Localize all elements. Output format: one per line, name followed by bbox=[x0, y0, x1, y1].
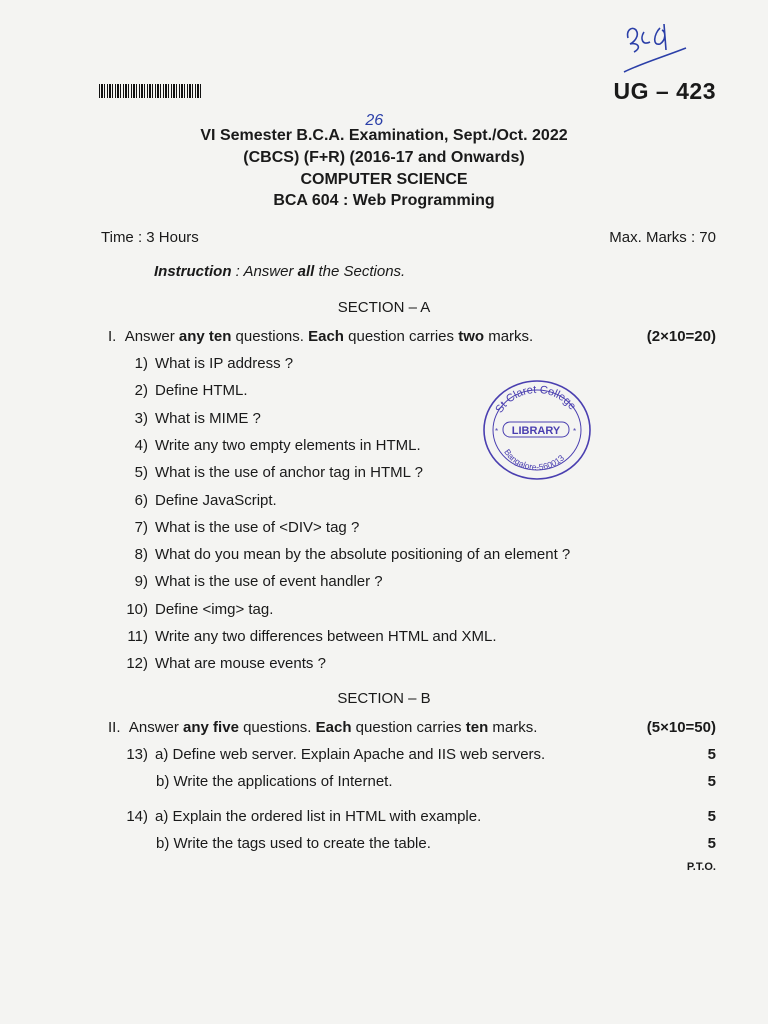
question-number: 3) bbox=[134, 409, 148, 427]
barcode bbox=[99, 84, 201, 98]
question-13-b-marks: 5 bbox=[707, 773, 716, 790]
section-a-title: SECTION – A bbox=[337, 299, 431, 316]
question-text: Define <img> tag. bbox=[155, 600, 274, 618]
instruction: Instruction : Answer all the Sections. bbox=[154, 263, 406, 280]
question-text: What is the use of anchor tag in HTML ? bbox=[155, 464, 423, 482]
svg-text:*: * bbox=[573, 427, 577, 436]
question-number: 7) bbox=[134, 518, 148, 536]
question-item bbox=[100, 355, 293, 372]
question-number: 4) bbox=[134, 436, 148, 454]
question-item bbox=[100, 573, 383, 590]
question-number: 2) bbox=[134, 382, 148, 400]
section-b-marks: (5×10=50) bbox=[646, 719, 716, 736]
question-item bbox=[100, 628, 497, 645]
heading-line-4: BCA 604 : Web Programming bbox=[273, 192, 495, 209]
question-text: Define HTML. bbox=[155, 382, 248, 400]
question-14-a-marks: 5 bbox=[707, 808, 716, 825]
max-marks-label: Max. Marks : 70 bbox=[609, 229, 716, 246]
stamp-top-text: St Claret College bbox=[493, 383, 579, 416]
question-text: What is the use of event handler ? bbox=[155, 573, 383, 591]
svg-text:*: * bbox=[495, 427, 499, 436]
section-a-marks: (2×10=20) bbox=[646, 328, 716, 345]
pto-label: P.T.O. bbox=[686, 861, 716, 873]
question-13-b: b) Write the applications of Internet. bbox=[156, 773, 393, 790]
question-item bbox=[100, 382, 248, 399]
stamp-center-text: LIBRARY bbox=[511, 425, 561, 437]
question-text: Write any two differences between HTML and XML. bbox=[155, 628, 497, 645]
question-14-a: 14) a) Explain the ordered list in HTML with example. bbox=[126, 808, 482, 825]
question-item bbox=[100, 492, 277, 509]
question-number: 10) bbox=[126, 600, 148, 618]
question-item bbox=[100, 655, 326, 672]
question-text: Write any two empty elements in HTML. bbox=[155, 436, 421, 454]
question-13-a-marks: 5 bbox=[707, 746, 716, 763]
question-item bbox=[100, 437, 421, 454]
heading-line-3: COMPUTER SCIENCE bbox=[300, 171, 468, 188]
question-text: Define JavaScript. bbox=[155, 491, 277, 509]
question-number: 8) bbox=[134, 546, 148, 564]
question-item bbox=[100, 546, 570, 563]
question-text: What is the use of <DIV> tag ? bbox=[155, 518, 360, 536]
svg-text:Bangalore-560013 bbox=[502, 447, 566, 472]
question-text: What do you mean by the absolute positioning of an element ? bbox=[155, 546, 571, 564]
question-number: 6) bbox=[134, 491, 148, 509]
question-number: 1) bbox=[134, 355, 148, 372]
question-text: What are mouse events ? bbox=[155, 655, 326, 673]
heading-line-2: (CBCS) (F+R) (2016-17 and Onwards) bbox=[243, 149, 525, 166]
handwritten-page-number: 26 bbox=[365, 112, 384, 129]
question-item bbox=[100, 464, 423, 481]
question-text: What is MIME ? bbox=[155, 409, 261, 427]
question-item bbox=[100, 519, 359, 536]
question-number: 12) bbox=[126, 655, 148, 673]
library-stamp bbox=[481, 378, 593, 482]
question-14-b: b) Write the tags used to create the table. bbox=[156, 835, 431, 852]
question-item bbox=[100, 410, 261, 427]
question-text: What is IP address ? bbox=[155, 355, 294, 372]
section-b-title: SECTION – B bbox=[337, 690, 431, 707]
question-13-a: 13) a) Define web server. Explain Apache and IIS web servers. bbox=[126, 746, 546, 763]
initials-text: BCA bbox=[620, 20, 623, 21]
stamp-bottom-text: Bangalore-560013 bbox=[502, 447, 567, 473]
question-number: 5) bbox=[134, 464, 148, 482]
question-item bbox=[100, 601, 273, 618]
section-a-directions: I. Answer any ten questions. Each question carries two marks. bbox=[108, 328, 534, 345]
time-label: Time : 3 Hours bbox=[101, 229, 199, 246]
paper-code: UG – 423 bbox=[613, 78, 716, 104]
question-number: 9) bbox=[134, 573, 148, 591]
section-b-directions: II. Answer any five questions. Each question carries ten marks. bbox=[108, 719, 538, 736]
question-14-b-marks: 5 bbox=[707, 835, 716, 852]
handwritten-initials bbox=[620, 20, 690, 80]
heading-line-1: VI Semester B.C.A. Exa 26 mination, Sept./Oct. 2022 bbox=[200, 112, 568, 144]
question-number: 11) bbox=[127, 628, 148, 645]
